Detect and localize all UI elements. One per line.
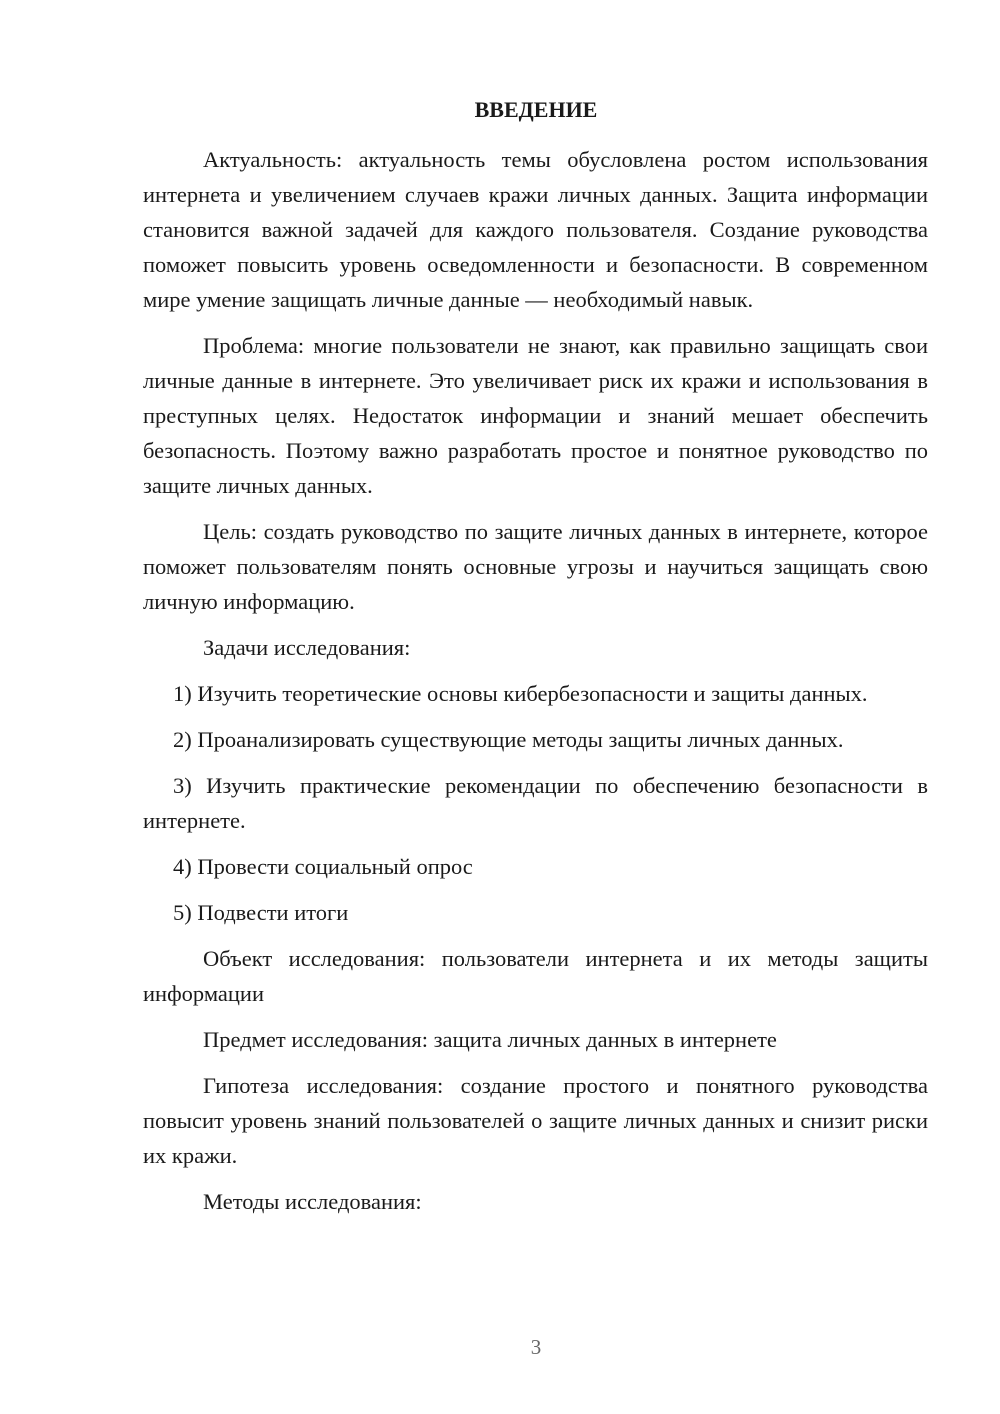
methods-paragraph: Методы исследования: (203, 1189, 422, 1214)
hypothesis-paragraph: Гипотеза исследования: создание простого и понятного руководства повысит уровень знаний пользователей о защите личных данных и снизит риски их кражи. (143, 1073, 928, 1168)
page-number: 3 (530, 1335, 542, 1359)
tasks-heading: Задачи исследования: (203, 635, 411, 660)
object-paragraph: Объект исследования: пользователи интернета и их методы защиты информации (143, 946, 928, 1006)
page-title: ВВЕДЕНИЕ (474, 97, 598, 122)
task-item-1: 1) Изучить теоретические основы кибербезопасности и защиты данных. (173, 681, 868, 706)
subject-paragraph: Предмет исследования: защита личных данных в интернете (203, 1027, 777, 1052)
task-item-2: 2) Проанализировать существующие методы защиты личных данных. (173, 727, 844, 752)
task-item-4: 4) Провести социальный опрос (173, 854, 473, 879)
task-item-5: 5) Подвести итоги (173, 900, 349, 925)
relevance-paragraph: Актуальность: актуальность темы обусловлена ростом использования интернета и увеличением случаев кражи личных данных. Защита информации становится важной задачей для каждого пользователя. Создание руководства поможет повысить уровень осведомленности и безопасности. В современном мире умение защищать личные данные — необходимый навык. (143, 147, 928, 312)
goal-paragraph: Цель: создать руководство по защите личных данных в интернете, которое поможет пользователям понять основные угрозы и научиться защищать свою личную информацию. (143, 519, 928, 614)
task-item-3: 3) Изучить практические рекомендации по обеспечению безопасности в интернете. (143, 773, 928, 833)
body-text (143, 142, 928, 1230)
problem-paragraph: Проблема: многие пользователи не знают, как правильно защищать свои личные данные в интернете. Это увеличивает риск их кражи и использования в преступных целях. Недостаток информации и знаний мешает обеспечить безопасность. Поэтому важно разработать простое и понятное руководство по защите личных данных. (143, 333, 928, 498)
